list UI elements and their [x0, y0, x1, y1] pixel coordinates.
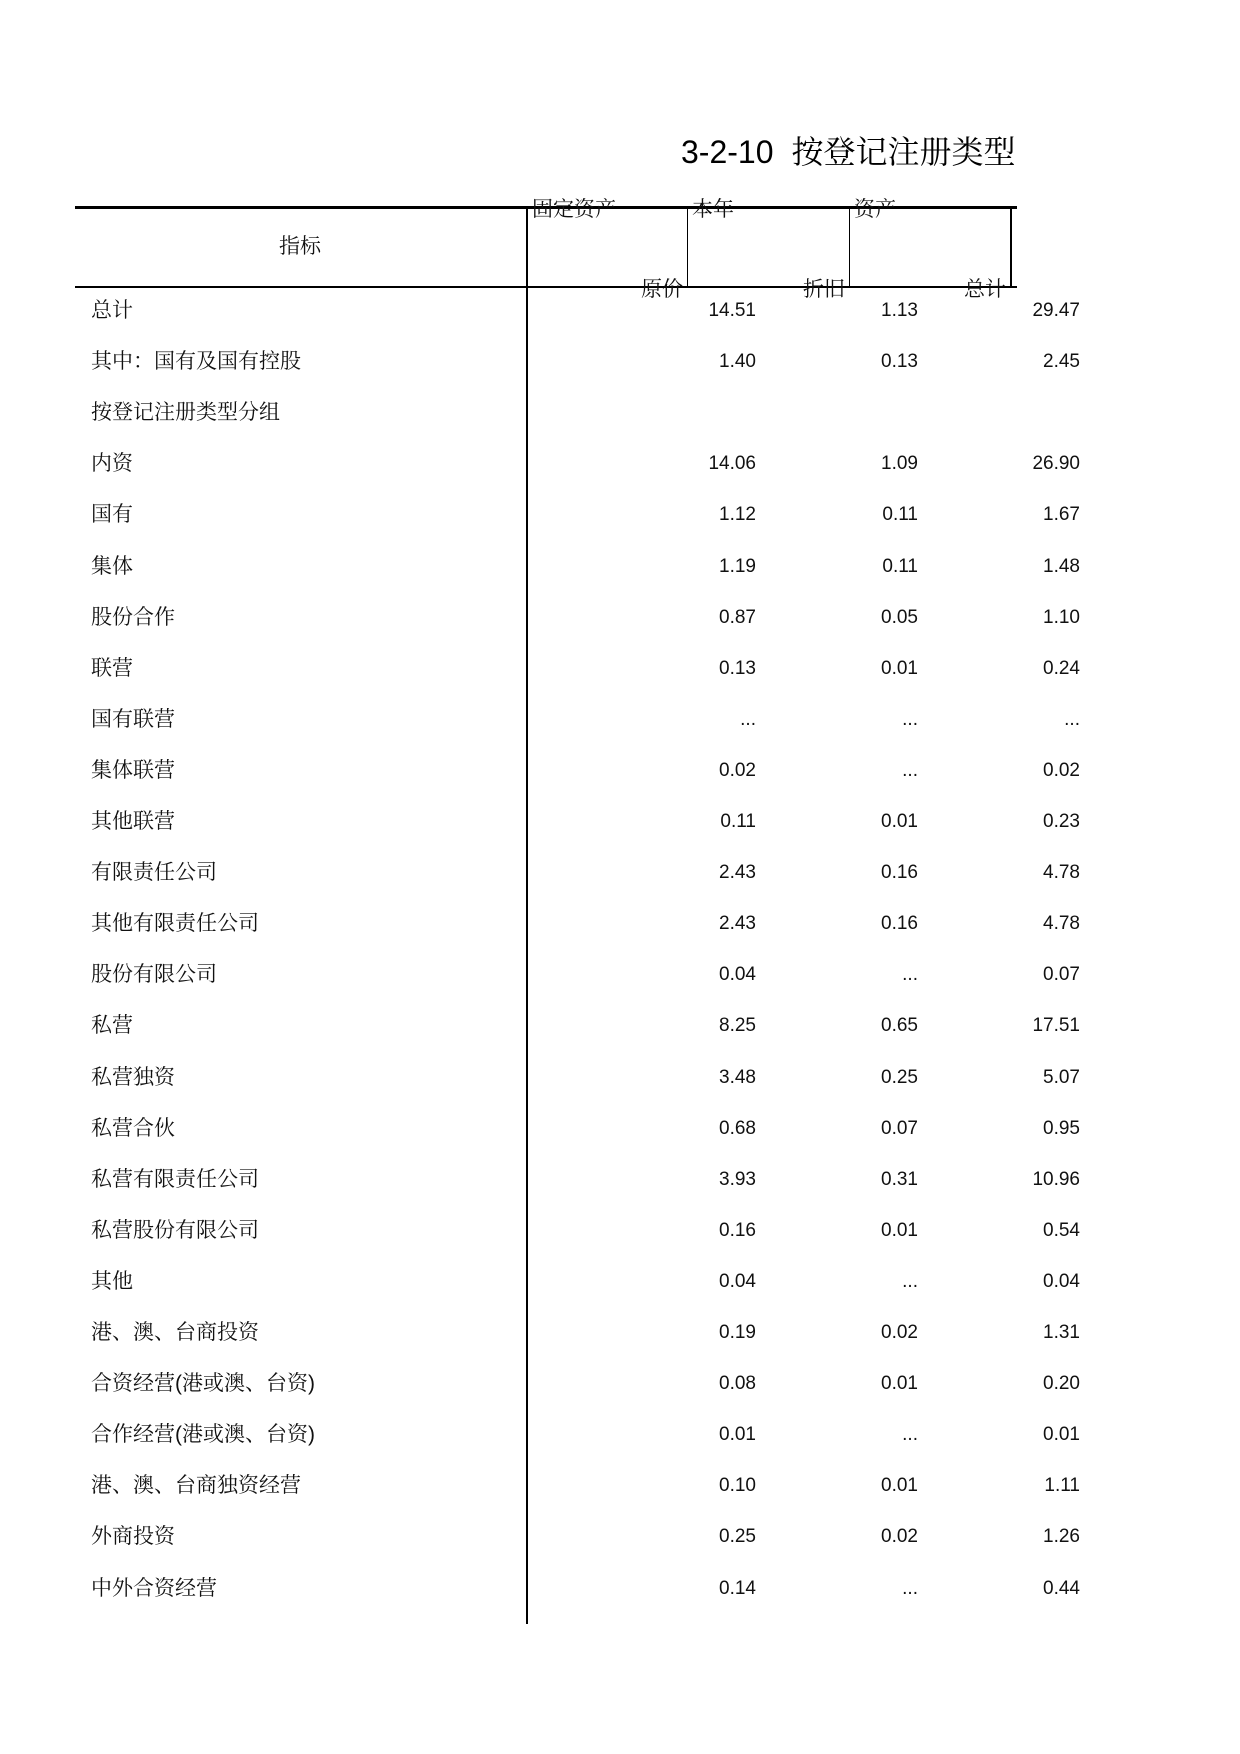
row-label: 私营	[91, 1014, 133, 1038]
cell-value: ...	[740, 708, 756, 730]
cell-value: 3.48	[719, 1066, 756, 1088]
cell-value: 10.96	[1032, 1168, 1080, 1190]
row-label: 外商投资	[91, 1525, 175, 1549]
row-label: 中外合资经营	[91, 1576, 217, 1600]
row-label: 按登记注册类型分组	[91, 401, 280, 425]
cell-value: 0.65	[881, 1015, 918, 1037]
cell-value: 0.01	[881, 1219, 918, 1241]
table-row	[75, 439, 1080, 490]
row-label: 有限责任公司	[91, 861, 217, 885]
row-label: 合资经营(港或澳、台资)	[91, 1372, 315, 1396]
cell-value: 0.23	[1043, 811, 1080, 832]
cell-value: 0.02	[719, 759, 756, 781]
table-row	[75, 1564, 1080, 1615]
cell-value: 8.25	[719, 1015, 756, 1037]
cell-value: 0.16	[881, 862, 918, 884]
cell-value: 0.25	[881, 1066, 918, 1088]
column-header-top-text: 固定资产	[532, 198, 616, 221]
table-row	[75, 644, 1080, 695]
table-row	[75, 797, 1080, 848]
cell-value: 0.08	[719, 1373, 756, 1395]
table-row	[75, 1410, 1080, 1461]
column-header-bottom-text: 总计	[964, 278, 1006, 301]
cell-value: ...	[902, 964, 918, 986]
table-row	[75, 286, 1080, 337]
table-row	[75, 1308, 1080, 1359]
cell-value: 0.02	[881, 1526, 918, 1548]
indicator-header: 指标	[279, 235, 321, 258]
table-row	[75, 1461, 1080, 1512]
column-header-total-assets	[850, 198, 1010, 301]
cell-value: 1.09	[881, 453, 918, 475]
row-label: 其他	[91, 1269, 133, 1293]
cell-value: 0.05	[881, 606, 918, 628]
cell-value: 0.11	[720, 811, 756, 832]
cell-value: ...	[902, 1424, 918, 1446]
row-label: 私营合伙	[91, 1116, 175, 1140]
table-row	[75, 337, 1080, 388]
row-label: 其他有限责任公司	[91, 912, 259, 936]
cell-value: 1.26	[1043, 1526, 1080, 1548]
cell-value: 1.48	[1043, 555, 1080, 577]
cell-value: 0.16	[881, 913, 918, 935]
cell-value: 29.47	[1032, 300, 1080, 321]
column-header-top-text: 资产	[854, 198, 896, 221]
row-label: 联营	[91, 656, 133, 680]
table-row	[75, 1001, 1080, 1052]
table-row	[75, 848, 1080, 899]
cell-value: 0.95	[1043, 1117, 1080, 1139]
cell-value: 0.14	[719, 1577, 756, 1599]
table-row	[75, 593, 1080, 644]
row-label: 集体	[91, 554, 133, 578]
cell-value: 0.11	[882, 504, 918, 526]
cell-value: ...	[902, 708, 918, 730]
table-row	[75, 1257, 1080, 1308]
cell-value: 0.13	[719, 657, 756, 679]
cell-value: ...	[1064, 708, 1080, 730]
cell-value: 0.16	[719, 1219, 756, 1241]
row-label: 集体联营	[91, 758, 175, 782]
cell-value: 4.78	[1043, 913, 1080, 935]
cell-value: 0.25	[719, 1526, 756, 1548]
cell-value: 4.78	[1043, 862, 1080, 884]
row-label: 股份合作	[91, 605, 175, 629]
cell-value: 26.90	[1032, 453, 1080, 475]
cell-value: 1.13	[881, 300, 918, 321]
table-title-text: 按登记注册类型	[791, 133, 1016, 171]
row-label: 港、澳、台商独资经营	[91, 1474, 301, 1498]
cell-value: 0.19	[719, 1322, 756, 1343]
row-label: 国有联营	[91, 707, 175, 731]
table-row	[75, 1512, 1080, 1563]
cell-value: 0.02	[1043, 759, 1080, 781]
row-label: 其他联营	[91, 810, 175, 833]
cell-value: 0.01	[881, 811, 918, 832]
cell-value: 14.06	[708, 453, 756, 475]
column-header-bottom-text: 折旧	[803, 278, 845, 301]
cell-value: 2.43	[719, 862, 756, 884]
row-label: 私营独资	[91, 1065, 175, 1089]
cell-value: 0.10	[719, 1475, 756, 1497]
cell-value: 0.04	[1043, 1270, 1080, 1292]
cell-value: 0.01	[881, 657, 918, 679]
column-header-fixed-assets	[528, 198, 687, 301]
cell-value: 14.51	[708, 300, 756, 321]
cell-value: 17.51	[1032, 1015, 1080, 1037]
row-label: 总计	[91, 299, 133, 322]
cell-value: 5.07	[1043, 1066, 1080, 1088]
table-row	[75, 490, 1080, 541]
cell-value: 1.11	[1044, 1475, 1080, 1497]
cell-value: 0.04	[719, 964, 756, 986]
cell-value: 0.07	[1043, 964, 1080, 986]
cell-value: 0.01	[1043, 1424, 1080, 1446]
table-row	[75, 695, 1080, 746]
cell-value: 0.54	[1043, 1219, 1080, 1241]
cell-value: 1.40	[719, 351, 756, 373]
cell-value: 0.07	[881, 1117, 918, 1139]
row-label: 港、澳、台商投资	[91, 1321, 259, 1344]
row-label: 私营有限责任公司	[91, 1167, 259, 1191]
table-row	[75, 1053, 1080, 1104]
cell-value: ...	[902, 1577, 918, 1599]
row-label: 内资	[91, 452, 133, 476]
cell-value: 0.01	[719, 1424, 756, 1446]
cell-value: ...	[902, 759, 918, 781]
row-label: 股份有限公司	[91, 963, 217, 987]
table-row	[75, 1104, 1080, 1155]
cell-value: 0.68	[719, 1117, 756, 1139]
table-row	[75, 542, 1080, 593]
table-number: 3-2-10	[681, 134, 774, 170]
cell-value: 1.67	[1043, 504, 1080, 526]
cell-value: 0.13	[881, 351, 918, 373]
cell-value: 3.93	[719, 1168, 756, 1190]
header-divider-3	[1010, 208, 1012, 287]
column-header-top-text: 本年	[692, 198, 734, 221]
cell-value: 2.43	[719, 913, 756, 935]
cell-value: 0.87	[719, 606, 756, 628]
cell-value: 0.04	[719, 1270, 756, 1292]
cell-value: ...	[902, 1270, 918, 1292]
row-label: 合作经营(港或澳、台资)	[91, 1423, 315, 1447]
cell-value: 0.24	[1043, 657, 1080, 679]
cell-value: 0.31	[881, 1168, 918, 1190]
table-row	[75, 1155, 1080, 1206]
table-row	[75, 950, 1080, 1001]
cell-value: 0.11	[882, 555, 918, 577]
cell-value: 0.01	[881, 1373, 918, 1395]
row-label: 私营股份有限公司	[91, 1218, 259, 1242]
column-header-bottom-text: 原价	[641, 278, 683, 301]
table-row	[75, 899, 1080, 950]
cell-value: 0.02	[881, 1322, 918, 1343]
cell-value: 1.19	[719, 555, 756, 577]
cell-value: 0.20	[1043, 1373, 1080, 1395]
cell-value: 0.44	[1043, 1577, 1080, 1599]
cell-value: 2.45	[1043, 351, 1080, 373]
row-label: 国有	[91, 503, 133, 527]
table-row	[75, 746, 1080, 797]
column-header-depreciation	[688, 198, 849, 301]
cell-value: 0.01	[881, 1475, 918, 1497]
cell-value: 1.31	[1043, 1322, 1080, 1343]
cell-value: 1.12	[719, 504, 756, 526]
cell-value: 1.10	[1043, 606, 1080, 628]
table-row	[75, 388, 1017, 439]
row-label: 其中：国有及国有控股	[91, 350, 301, 374]
table-row	[75, 1206, 1080, 1257]
table-row	[75, 1359, 1080, 1410]
table-title	[681, 130, 1017, 174]
